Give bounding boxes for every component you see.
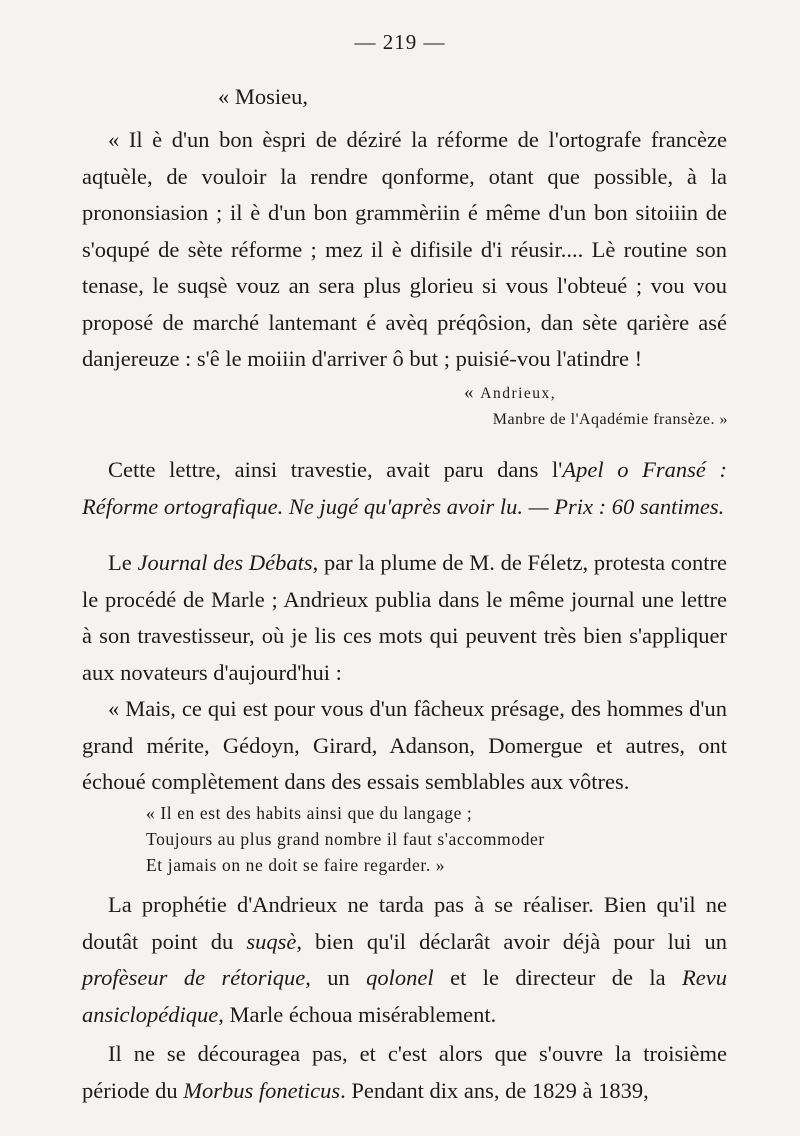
paragraph-text: et le directeur de la (433, 965, 683, 990)
letter-salutation: « Mosieu, (218, 84, 308, 109)
paragraph-2 (82, 545, 727, 801)
paragraph-text: , Marle échoua misérablement. (218, 1001, 497, 1027)
paragraph-3 (82, 887, 727, 1033)
italic-text: Morbus foneticus (183, 1077, 341, 1103)
italic-text: profèseur de rétorique (82, 965, 306, 990)
paragraph-text: , un (305, 965, 367, 990)
paragraph-text: Il ne se découragea pas, et c'est alors que s'ouvre la troisième période du (82, 1041, 727, 1103)
verse-quotation (146, 800, 545, 878)
letter-signature (464, 382, 556, 404)
paragraph-text: , par la plume de M. de Féletz, protesta contre le procédé de Marle ; Andrieux publia dans le même journal une lettre à son travestisseur, où je lis ces mots qui peuvent très bien s'appliquer aux novateurs d'aujourd'hui : (82, 550, 727, 685)
signature-name: Andrieux, (480, 385, 557, 402)
italic-text: qolonel (366, 965, 434, 990)
paragraph-4 (82, 1036, 727, 1109)
paragraph-text: La prophétie d'Andrieux ne tarda pas à se réaliser. Bien qu'il ne doutât point du (82, 892, 727, 954)
paragraph-text: . Pendant dix ans, de 1829 à 1839, (340, 1077, 649, 1103)
letter-body (82, 122, 727, 378)
paragraph-text: Cette lettre, ainsi travestie, avait paru dans l' (108, 457, 563, 482)
italic-text: Revu ansiclopédique (82, 965, 728, 1027)
signature-title: Manbre de l'Aqadémie fransèze. » (492, 411, 728, 428)
paragraph-text: , bien qu'il déclarât avoir déjà pour lui un (296, 928, 728, 954)
quoted-passage: « Mais, ce qui est pour vous d'un fâcheux présage, des hommes d'un grand mérite, Gédoyn, Girard, Adanson, Domergue et autres, ont échoué complètement dans des essais semblables aux vôtres. (82, 696, 727, 794)
verse-line: Toujours au plus grand nombre il faut s'accommoder (146, 829, 545, 849)
journal-title: Journal des Débats (137, 550, 313, 575)
verse-line: « Il en est des habits ainsi que du langage ; (146, 803, 473, 823)
italic-text: suqsè (246, 928, 297, 954)
verse-line: Et jamais on ne doit se faire regarder. » (146, 855, 446, 875)
signature-prefix: « (464, 382, 481, 403)
page-number: — 219 — (354, 30, 446, 54)
paragraph-1 (82, 452, 727, 525)
letter-paragraph: « Il è d'un bon èspri de déziré la réforme de l'ortografe francèze aqtuèle, de vouloir la rendre qonforme, otant que possible, à la prononsiasion ; il è d'un bon grammèriin é même d'un bon sitoiiin de s'oqupé de sète réforme ; mez il è difisile d'i réusir.... Lè routine son tenase, le suqsè vouz an sera plus glorieu si vous l'obteué ; vou vou proposé de marché lantemant é avèq préqôsion, dan sète qarière asé danjereuze : s'ê le moiiin d'arriver ô but ; puisié-vou l'atindre ! (82, 127, 727, 371)
italic-text: Apel o Fransé : Réforme ortografique. Ne jugé qu'après avoir lu. — Prix : 60 santimes. (82, 457, 727, 519)
paragraph-text: Le (108, 550, 138, 575)
